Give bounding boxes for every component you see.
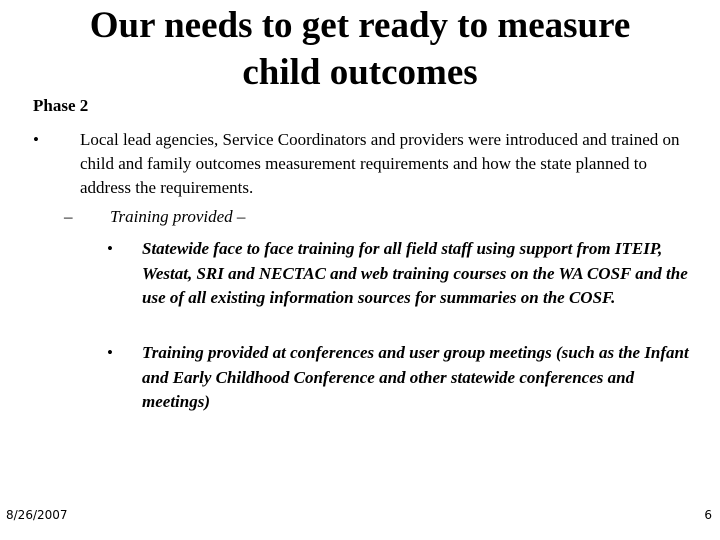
slide-title-line-2: child outcomes [242, 52, 478, 93]
page-number: 6 [704, 508, 712, 522]
sub-bullet-text-1: Statewide face to face training for all field staff using support from ITEIP, Westat, SRI and NECTAC and web training courses on the WA COSF and the use of all existing information sources for summaries on the COSF. [142, 239, 688, 307]
sub-bullet-marker-2: • [107, 343, 113, 362]
sub-bullet-marker-1: • [107, 239, 113, 258]
phase-label: Phase 2 [33, 96, 89, 115]
footer-date: 8/26/2007 [6, 508, 68, 522]
slide-title [0, 2, 720, 96]
bullet-marker: • [33, 130, 39, 149]
dash-marker: – [64, 207, 73, 226]
sub-bullet-text-2: Training provided at conferences and user group meetings (such as the Infant and Early Childhood Conference and other statewide conferences and meetings) [142, 343, 689, 411]
training-provided-heading: Training provided – [110, 207, 246, 226]
main-bullet-text: Local lead agencies, Service Coordinators and providers were introduced and trained on child and family outcomes measurement requirements and how the state planned to address the requirements. [80, 130, 680, 197]
slide-title-line-1: Our needs to get ready to measure [89, 5, 631, 46]
